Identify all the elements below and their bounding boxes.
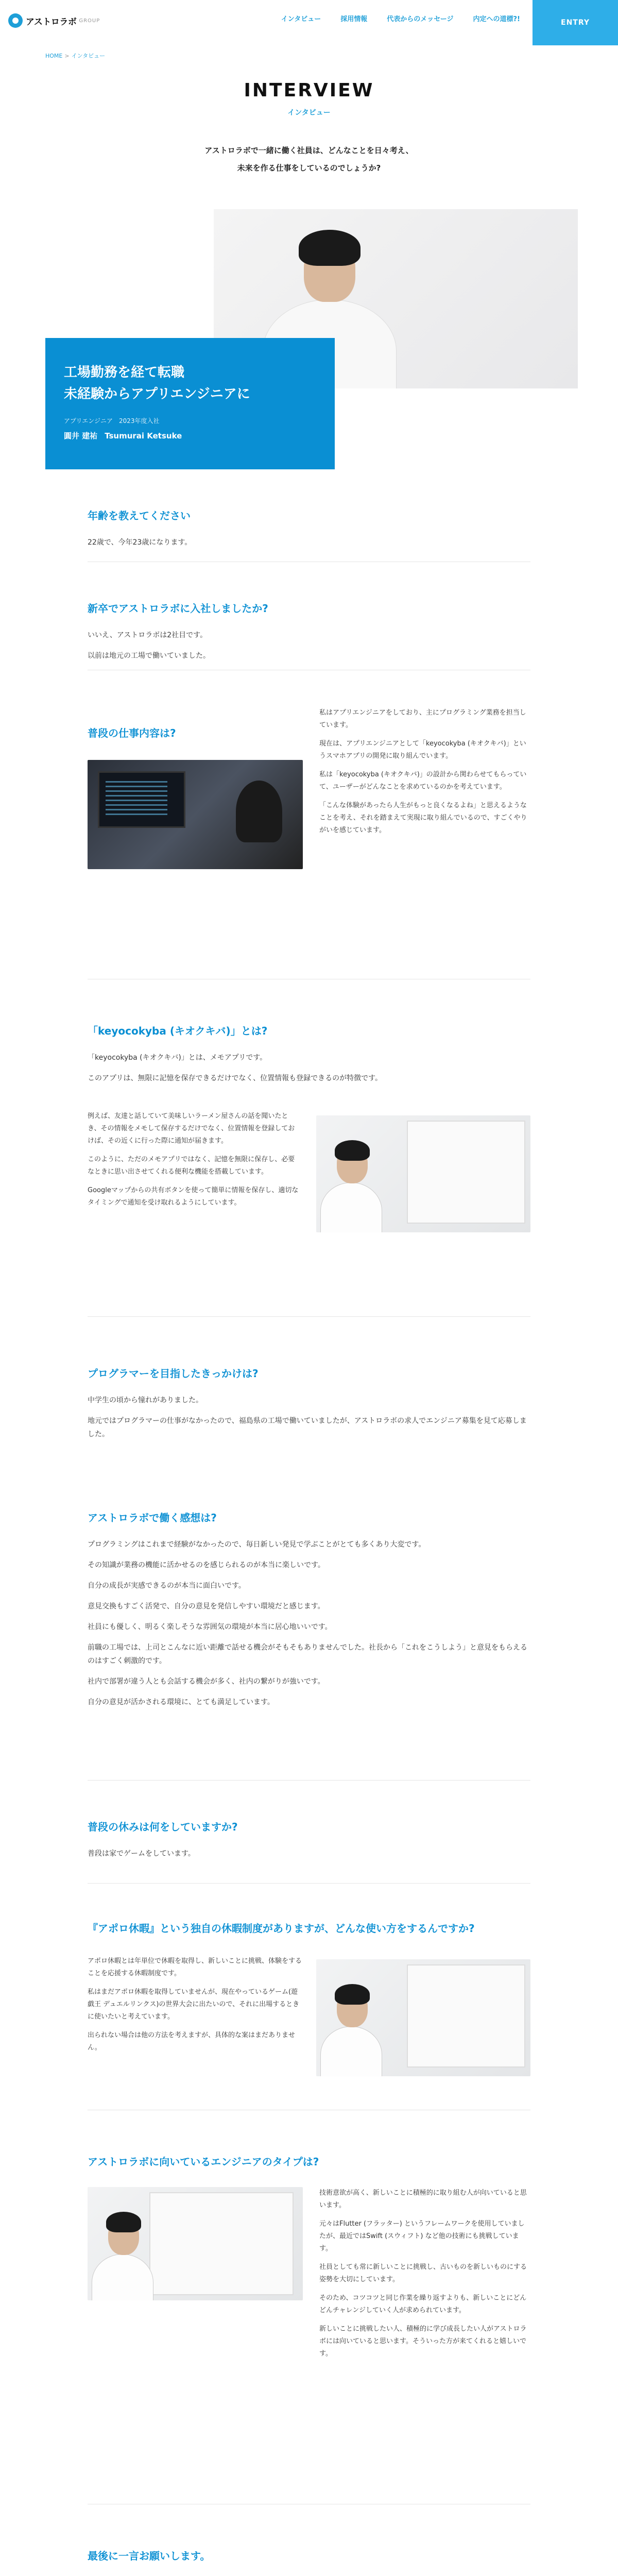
hero-name-en: Tsumurai Ketsuke xyxy=(105,431,182,440)
app-p4: このように、ただのメモアプリではなく、記憶を無限に保存し、必要なときに思い出させてくれる便利な機能を搭載しています。 xyxy=(88,1156,295,1176)
section-last xyxy=(88,2548,530,2576)
feel-p8: 自分の意見が活かされる環境に、とても満足しています。 xyxy=(88,1698,274,1706)
monitor-screen xyxy=(98,771,185,828)
whiteboard xyxy=(149,2192,294,2295)
nav-recruit[interactable]: 採用情報 xyxy=(340,15,368,23)
app-text xyxy=(88,1110,299,1209)
type-photo xyxy=(88,2187,303,2300)
divider xyxy=(88,1883,530,1884)
feel-p2: その知識が業務の機能に活かせるのを感じられるのが本当に楽しいです。 xyxy=(88,1561,325,1569)
page-title: INTERVIEW xyxy=(244,80,374,101)
feel-p1: プログラミングはこれまで経験がなかったので、毎日新しい発見で学ぶことがとても多くあり大変です。 xyxy=(88,1540,426,1549)
page-lead xyxy=(0,142,618,177)
section-feel xyxy=(88,1510,530,1709)
hero-name xyxy=(64,430,316,441)
hero-card xyxy=(45,338,335,469)
question-feel: アストロラボで働く感想は? xyxy=(88,1512,217,1524)
app-p3: 例えば、友達と話していて美味しいラーメン屋さんの話を聞いたとき、その情報をメモして保存するだけでなく、位置情報を登録しておけば、その近くに行った際に通知が届きます。 xyxy=(88,1112,295,1145)
question-holiday: 普段の休みは何をしていますか? xyxy=(88,1821,238,1833)
feel-p6: 前職の工場では、上司とこんなに近い距離で話せる機会がそもそもありませんでした。社長から「これをこうしよう」と意見をもらえるのはすごく刺激的です。 xyxy=(88,1643,527,1665)
work-p1: 私はアプリエンジニアをしており、主にプログラミング業務を担当しています。 xyxy=(319,709,526,729)
divider xyxy=(88,1780,530,1781)
person-hair xyxy=(335,1140,370,1161)
app-p1: 「keyocokyba (キオクキバ)」とは、メモアプリです。 xyxy=(88,1054,267,1062)
question-age: 年齢を教えてください xyxy=(88,510,191,522)
person-hair xyxy=(335,1984,370,2005)
type-text xyxy=(319,2187,530,2360)
person-body xyxy=(320,2026,382,2076)
question-join: 新卒でアストロラボに入社しましたか? xyxy=(88,602,268,615)
nav-message[interactable]: 代表からのメッセージ xyxy=(387,15,454,23)
global-nav xyxy=(281,13,520,23)
hero-role-title: アプリエンジニア xyxy=(64,417,113,425)
lead-line-1: アストロラボで一緒に働く社員は、どんなことを日々考え、 xyxy=(204,146,414,155)
nav-interview[interactable]: インタビュー xyxy=(281,15,321,23)
answer-age: 22歳で、今年23歳になります。 xyxy=(88,538,192,547)
apollo-p1: アポロ休暇とは年単位で休暇を取得し、新しいことに挑戦、体験をすることを応援する休暇制度です。 xyxy=(88,1957,302,1977)
work-p4: 「こんな体験があったら人生がもっと良くなるよね」と思えるようなことを考え、それを踏まえて実現に取り組んでいるので、すごくやりがいを感じています。 xyxy=(319,802,527,834)
person-hair xyxy=(106,2212,141,2232)
app-p5: Googleマップからの共有ボタンを使って簡単に情報を保存し、適切なタイミングで通知を受け取れるようにしています。 xyxy=(88,1187,299,1207)
work-p2: 現在は、アプリエンジニアとして「keyocokyba (キオクキバ)」というスマホアプリの開発に取り組んでいます。 xyxy=(319,740,526,760)
section-age xyxy=(88,507,530,549)
section-holiday xyxy=(88,1819,530,1860)
feel-p3: 自分の成長が実感できるのが本当に面白いです。 xyxy=(88,1582,246,1590)
lead-line-2: 未来を作る仕事をしているのでしょうか? xyxy=(237,163,381,173)
site-header xyxy=(0,0,618,45)
question-type: アストロラボに向いているエンジニアのタイプは? xyxy=(88,2156,319,2168)
feel-p4: 意見交換もすごく活発で、自分の意見を発信しやすい環境だと感じます。 xyxy=(88,1602,325,1611)
person-body xyxy=(320,1182,382,1232)
motive-a1: 中学生の頃から憧れがありました。 xyxy=(88,1396,203,1404)
work-p3: 私は「keyocokyba (キオクキバ)」の設計から関わらせてもらっていて、ユーザーがどんなことを求めているのかを考えています。 xyxy=(319,771,527,791)
breadcrumb-home[interactable]: HOME xyxy=(45,53,63,59)
whiteboard xyxy=(407,1121,525,1224)
divider xyxy=(88,1316,530,1317)
type-p2: 元々はFlutter (フラッター) というフレームワークを使用していましたが、最近ではSwift (スウィフト) など他の技術にも挑戦しています。 xyxy=(319,2220,525,2252)
hero-joined: 2023年度入社 xyxy=(118,417,160,425)
hero-headline-2: 未経験からアプリエンジニアに xyxy=(64,386,250,402)
worker-silhouette xyxy=(236,781,282,842)
whiteboard xyxy=(407,1964,525,2067)
hero-role xyxy=(64,416,316,425)
hero-headline-1: 工場勤務を経て転職 xyxy=(64,365,185,380)
motive-a2: 地元ではプログラマーの仕事がなかったので、福島県の工場で働いていましたが、アストロラボの求人でエンジニア募集を見て応募しました。 xyxy=(88,1417,527,1438)
breadcrumb-separator: > xyxy=(64,53,70,59)
apollo-photo xyxy=(316,1959,530,2076)
app-p2: このアプリは、無限に記憶を保存できるだけでなく、位置情報も登録できるのが特徴です。 xyxy=(88,1074,383,1082)
section-type xyxy=(88,2154,530,2168)
section-app xyxy=(88,1023,530,1085)
section-motive xyxy=(88,1365,530,1441)
feel-p7: 社内で部署が違う人とも会話する機会が多く、社内の繋がりが強いです。 xyxy=(88,1677,325,1686)
answer-holiday: 普段は家でゲームをしています。 xyxy=(88,1850,195,1858)
logo-text: アストロラボ xyxy=(26,16,77,27)
apollo-text xyxy=(88,1955,304,2054)
hero-person-hair xyxy=(299,230,360,266)
hero-headline xyxy=(64,362,316,405)
answer-join-1: いいえ、アストロラボは2社目です。 xyxy=(88,631,208,639)
apollo-p2: 私はまだアポロ休暇を取得していませんが、現在やっているゲーム(遊戯王 デュエルリンクス)の世界大会に出たいので、それに出場するときに使いたいと考えています。 xyxy=(88,1988,300,2021)
question-apollo: 『アポロ休暇』という独自の休暇制度がありますが、どんな使い方をするんですか? xyxy=(88,1922,475,1935)
person-body xyxy=(92,2254,153,2300)
hero-name-ja: 圓井 建祐 xyxy=(64,431,98,440)
entry-button[interactable]: ENTRY xyxy=(533,0,618,45)
breadcrumb-current: インタビュー xyxy=(71,53,106,59)
type-p4: そのため、コツコツと同じ作業を繰り返すよりも、新しいことにどんどんチャレンジしていく人が求められています。 xyxy=(319,2294,527,2314)
work-photo xyxy=(88,760,303,869)
question-app: 「keyocokyba (キオクキバ)」とは? xyxy=(88,1025,268,1037)
app-photo xyxy=(316,1115,530,1232)
feel-p5: 社員にも優しく、明るく楽しそうな雰囲気の環境が本当に居心地いいです。 xyxy=(88,1623,332,1631)
answer-join-2: 以前は地元の工場で働いていました。 xyxy=(88,652,210,660)
work-text xyxy=(319,707,530,837)
section-join xyxy=(88,600,530,663)
type-p3: 社員としても常に新しいことに挑戦し、古いものを新しいものにする姿勢を大切にしています。 xyxy=(319,2263,527,2283)
question-last: 最後に一言お願いします。 xyxy=(88,2550,211,2562)
type-p5: 新しいことに挑戦したい人、積極的に学び成長したい人がアストロラボには向いていると思います。そういった方が来てくれると嬉しいです。 xyxy=(319,2325,527,2358)
logo-icon xyxy=(8,13,23,28)
section-apollo xyxy=(88,1920,530,1935)
site-logo[interactable] xyxy=(8,13,100,28)
question-motive: プログラマーを目指したきっかけは? xyxy=(88,1367,259,1380)
page-subtitle: インタビュー xyxy=(287,109,331,117)
logo-sub: GROUP xyxy=(79,18,100,24)
apollo-p3: 出られない場合は他の方法を考えますが、具体的な案はまだありません。 xyxy=(88,2031,296,2052)
nav-guide[interactable]: 内定への道標?! xyxy=(473,15,520,23)
question-work: 普段の仕事内容は? xyxy=(88,727,176,739)
type-p1: 技術意欲が高く、新しいことに積極的に取り組む人が向いていると思います。 xyxy=(319,2189,527,2209)
breadcrumb xyxy=(45,52,105,60)
